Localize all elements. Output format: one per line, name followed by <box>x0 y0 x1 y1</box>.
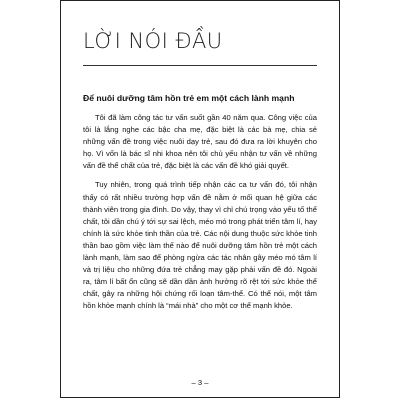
section-heading: Để nuôi dưỡng tâm hồn trẻ em một cách lành mạnh <box>83 93 295 103</box>
paragraph: Tôi đã làm công tác tư vấn suốt gần 40 năm qua. Công việc của tôi là lắng nghe các bậc cha mẹ, đặc biệt là các bà mẹ, chia sẻ những vấn đề trong việc nuôi dạy trẻ, sau đó đưa ra lời khuyên cho họ. Vì vốn là bác sĩ nhi khoa nên tôi chủ yếu nhận tư vấn về những vấn đề thể chất của trẻ, đặc biệt là các vấn đề khó giải quyết. <box>83 113 317 171</box>
paragraph: Tuy nhiên, trong quá trình tiếp nhận các ca tư vấn đó, tôi nhận thấy có rất nhiều trường hợp vấn đề nằm ở mối quan hệ giữa các thành viên trong gia đình. Do vậy, thay vì chỉ chú trọng vào yếu tố thể chất, tôi dần chú ý tới sự sai lệch, méo mó trong phát triển tâm lí, hay chính là sức khỏe tinh thần của trẻ. Các nội dung thuộc sức khỏe tinh thần bao gồm việc làm thế nào để nuôi dưỡng tâm hồn trẻ một cách lành mạnh, làm sao để phòng ngừa các tác nhân gây méo mó tâm lí và trị liệu cho những đứa trẻ chẳng may gặp phải vấn đề đó. Ngoài ra, tâm lí bất ổn cũng sẽ dần dần ảnh hưởng rõ rệt tới sức khỏe thể chất, gây ra những hội chứng rối loạn tâm-thể. Có thể nói, một tâm hồn khỏe mạnh chính là “mái nhà” cho một cơ thể mạnh khỏe. <box>83 180 317 311</box>
body-text <box>83 112 317 320</box>
page-number: – 3 – <box>191 378 209 387</box>
page-title: LỜI NÓI ĐẦU <box>83 29 223 53</box>
book-page <box>60 0 340 398</box>
title-divider <box>83 65 317 66</box>
